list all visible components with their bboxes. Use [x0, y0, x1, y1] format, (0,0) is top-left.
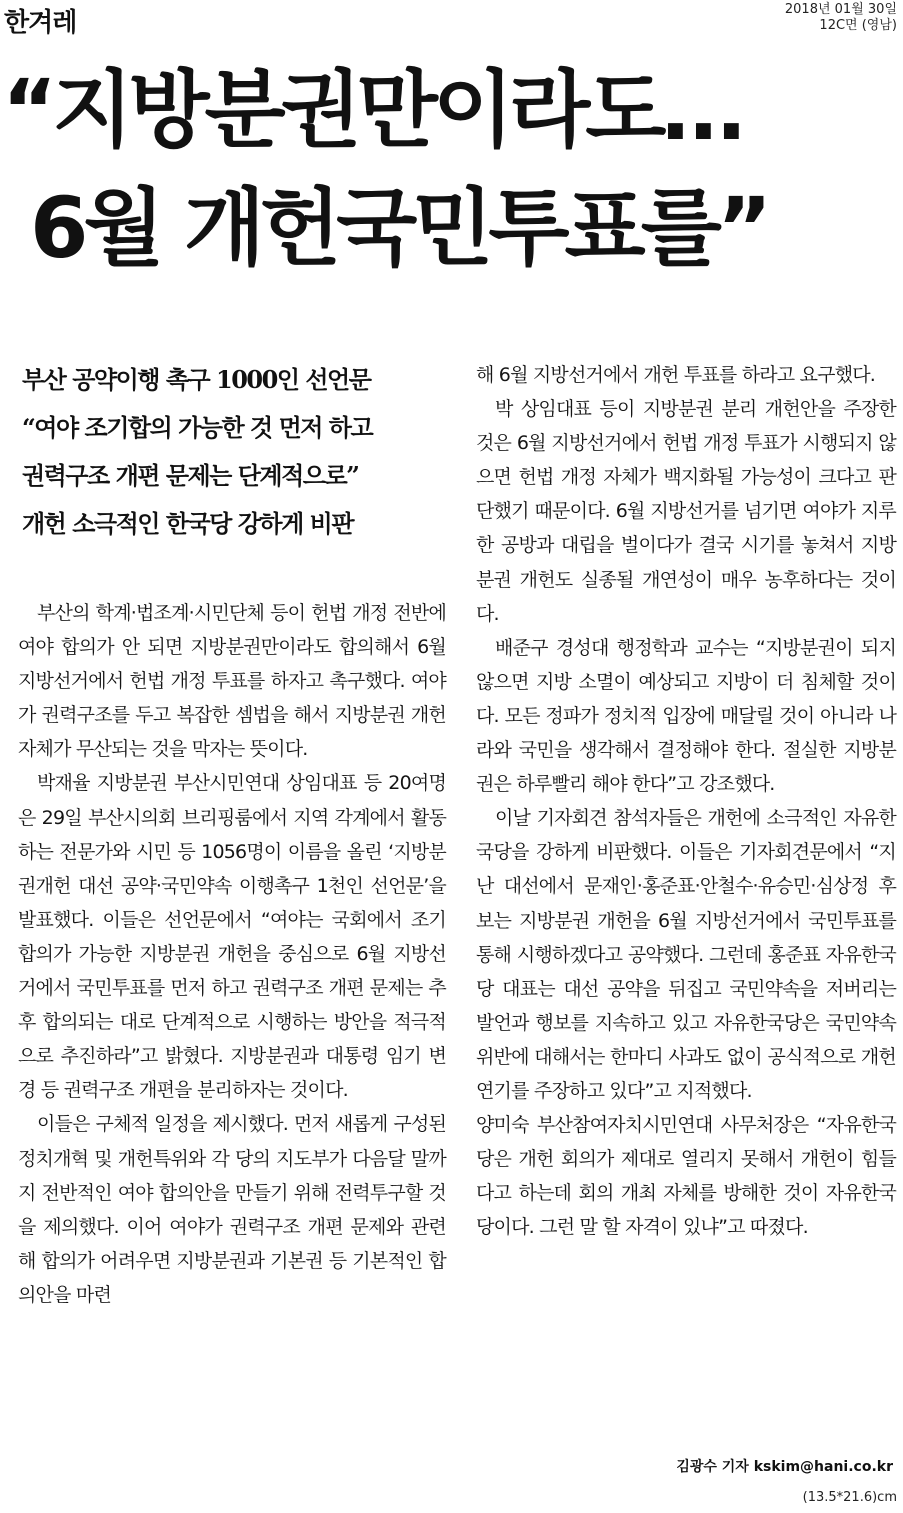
- newspaper-masthead: 한겨레: [4, 8, 77, 38]
- article-column-right: [476, 358, 896, 1244]
- dateline: [785, 2, 897, 34]
- reporter-byline: 김광수 기자 kskim@hani.co.kr: [676, 1459, 893, 1475]
- subheadline-block: [22, 356, 442, 548]
- headline-line-1: “지방분권만이라도…: [2, 61, 741, 159]
- article-column-left: [18, 596, 446, 1312]
- article-paragraph: 양미숙 부산참여자치시민연대 사무처장은 “자유한국당은 개헌 회의가 제대로 열리지 못해서 개헌이 힘들다고 하는데 회의 개최 자체를 방해한 것이 자유한국당이다. 그런 말 할 자격이 있냐”고 따졌다.: [476, 1114, 896, 1239]
- article-paragraph: 박재율 지방분권 부산시민연대 상임대표 등 20여명은 29일 부산시의회 브리핑룸에서 지역 각계에서 활동하는 전문가와 시민 등 1056명이 이름을 올린 ‘지방분권개헌 대선 공약·국민약속 이행촉구 1천인 선언문’을 발표했다. 이들은 선언문에서 “여야는 국회에서 조기 합의가 가능한 지방분권 개헌을 중심으로 6월 지방선거에서 국민투표를 먼저 하고 권력구조 개편 문제는 추후 합의되는 대로 단계적으로 시행하는 방안을 적극적으로 추진하라”고 밝혔다. 지방분권과 대통령 임기 변경 등 권력구조 개편을 분리하자는 것이다.: [18, 772, 446, 1102]
- article-paragraph: 부산의 학계·법조계·시민단체 등이 헌법 개정 전반에 여야 합의가 안 되면 지방분권만이라도 합의해서 6월 지방선거에서 헌법 개정 투표를 하자고 촉구했다. 여야가 권력구조를 두고 복잡한 셈법을 해서 지방분권 개헌 자체가 무산되는 것을 막자는 뜻이다.: [18, 602, 446, 761]
- article-paragraph: 해 6월 지방선거에서 개헌 투표를 하라고 요구했다.: [476, 364, 876, 386]
- subheadline-1: 부산 공약이행 촉구 1000인 선언문: [22, 365, 371, 394]
- article-paragraph: 배준구 경성대 행정학과 교수는 “지방분권이 되지 않으면 지방 소멸이 예상되고 지방이 더 침체할 것이다. 모든 정파가 정치적 입장에 매달릴 것이 아니라 나라와 국민을 생각해서 결정해야 한다. 절실한 지방분권은 하루빨리 해야 한다”고 강조했다.: [476, 636, 896, 796]
- article-paragraph: 박 상임대표 등이 지방분권 분리 개헌안을 주장한 것은 6월 지방선거에서 헌법 개정 투표가 시행되지 않으면 헌법 개정 자체가 백지화될 가능성이 크다고 판단했기 때문이다. 6월 지방선거를 넘기면 여야가 지루한 공방과 대립을 벌이다가 결국 시기를 놓쳐서 지방분권 개헌도 실종될 개연성이 매우 농후하다는 것이다.: [476, 398, 896, 625]
- clipping-size-note: (13.5*21.6)cm: [802, 1490, 897, 1505]
- publication-date: 2018년 01월 30일: [784, 2, 897, 17]
- subheadline-2: “여야 조기합의 가능한 것 먼저 하고: [22, 413, 373, 442]
- headline-line-2: 6월 개헌국민투표를”: [30, 179, 768, 277]
- article-paragraph: 이들은 구체적 일정을 제시했다. 먼저 새롭게 구성된 정치개혁 및 개헌특위와 각 당의 지도부가 다음달 말까지 전반적인 여야 합의안을 만들기 위해 전력투구할 것을 제의했다. 이어 여야가 권력구조 개편 문제와 관련해 합의가 어려우면 지방분권과 기본권 등 기본적인 합의안을 마련: [18, 1113, 446, 1306]
- subheadline-4: 개헌 소극적인 한국당 강하게 비판: [22, 509, 353, 538]
- subheadline-3: 권력구조 개편 문제는 단계적으로”: [22, 461, 359, 490]
- article-paragraph: 이날 기자회견 참석자들은 개헌에 소극적인 자유한국당을 강하게 비판했다. 이들은 기자회견문에서 “지난 대선에서 문재인·홍준표·안철수·유승민·심상정 후보는 지방분권 개헌을 6월 지방선거에서 국민투표를 통해 시행하겠다고 공약했다. 그런데 홍준표 자유한국당 대표는 대선 공약을 뒤집고 국민약속을 저버리는 발언과 행보를 지속하고 있고 자유한국당은 국민약속 위반에 대해서는 한마디 사과도 없이 공식적으로 개헌 연기를 주장하고 있다”고 지적했다.: [476, 807, 896, 1102]
- page-edition: 12C면 (영남): [819, 18, 897, 33]
